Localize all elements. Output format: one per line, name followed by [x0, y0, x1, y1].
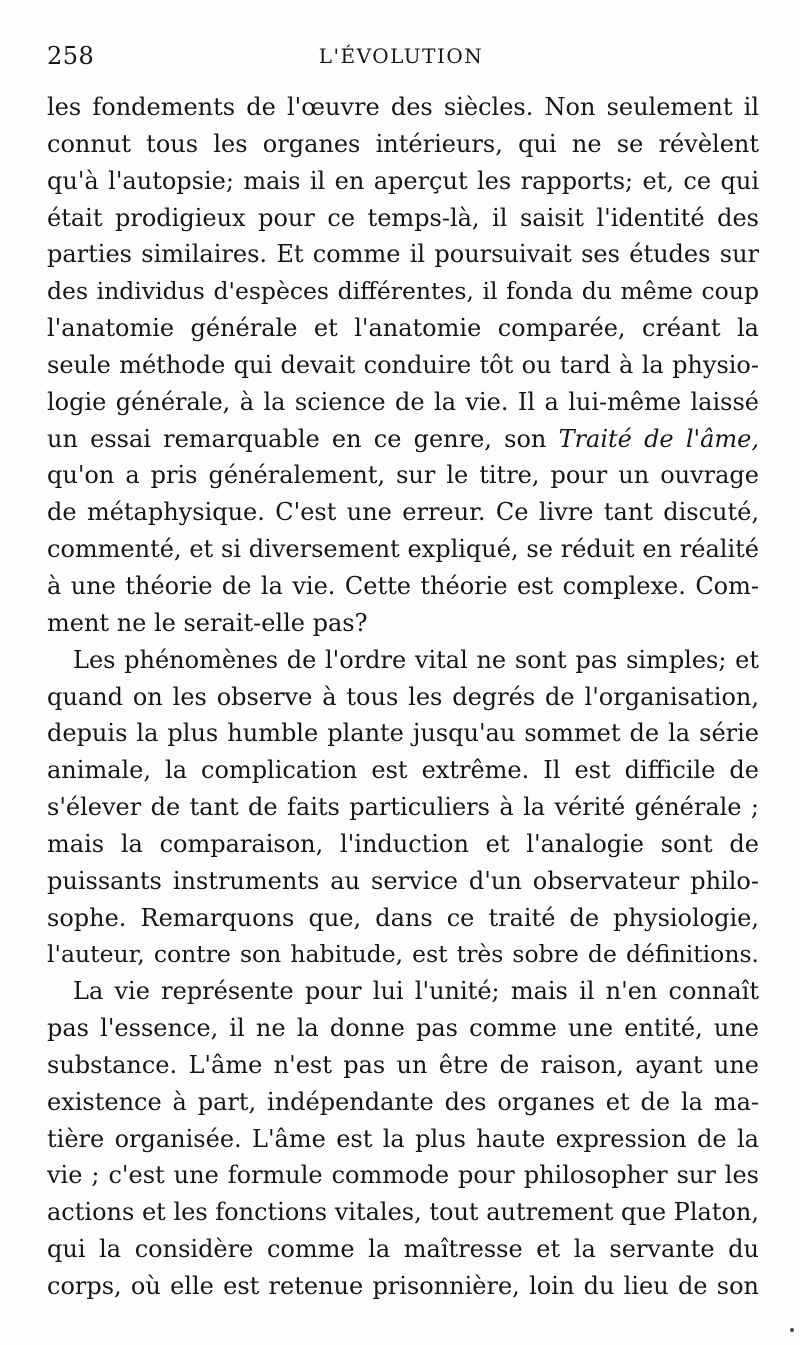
page-number: 258 [47, 42, 95, 70]
text-line: l'anatomie générale et l'anatomie comparée, créant la [47, 314, 759, 343]
text-line: des individus d'espèces différentes, il fonda du même coup [47, 277, 759, 306]
text-line: de métaphysique. C'est une erreur. Ce livre tant discuté, [47, 498, 759, 527]
text-line: connut tous les organes intérieurs, qui ne se révèlent [47, 129, 759, 158]
text-line: corps, où elle est retenue prisonnière, loin du lieu de son [47, 1272, 759, 1300]
text-line: sophe. Remarquons que, dans ce traité de physiologie, [47, 903, 759, 932]
text-line: seule méthode qui devait conduire tôt ou tard à la physio- [47, 350, 759, 379]
text-line: vie ; c'est une formule commode pour philosopher sur les [47, 1161, 759, 1190]
text-segment: un essai remarquable en ce genre, son [47, 424, 559, 453]
text-line: s'élever de tant de faits particuliers à la vérité générale ; [47, 793, 759, 822]
text-line: à une théorie de la vie. Cette théorie est complexe. Com- [47, 571, 759, 600]
text-line: logie générale, à la science de la vie. Il a lui-même laissé [47, 387, 759, 416]
text-line: ment ne le serait-elle pas? [47, 608, 368, 637]
text-line: tière organisée. L'âme est la plus haute expression de la [47, 1124, 759, 1153]
text-line: les fondements de l'œuvre des siècles. Non seulement il [47, 93, 759, 121]
book-title-italic: Traité de l'âme, [558, 424, 759, 453]
text-line-with-title [47, 421, 759, 458]
text-line: quand on les observe à tous les degrés de l'organisation, [47, 682, 759, 711]
paragraph-first-line: Les phénomènes de l'ordre vital ne sont pas simples; et [73, 645, 759, 674]
text-line: actions et les fonctions vitales, tout autrement que Platon, [47, 1198, 759, 1227]
text-line: animale, la complication est extrême. Il est difficile de [47, 756, 759, 785]
text-line: substance. L'âme n'est pas un être de raison, ayant une [47, 1050, 759, 1079]
text-line: pas l'essence, il ne la donne pas comme une entité, une [47, 1014, 759, 1043]
text-line: depuis la plus humble plante jusqu'au sommet de la série [47, 719, 759, 748]
text-line: qu'on a pris généralement, sur le titre, pour un ouvrage [47, 461, 759, 490]
body-text [47, 89, 759, 1305]
text-line: l'auteur, contre son habitude, est très sobre de définitions. [47, 940, 759, 969]
text-line: commenté, et si diversement expliqué, se réduit en réalité [47, 535, 759, 564]
running-title: L'ÉVOLUTION [318, 44, 484, 68]
text-line: puissants instruments au service d'un observateur philo- [47, 866, 759, 895]
text-line: parties similaires. Et comme il poursuivait ses études sur [47, 240, 759, 269]
paragraph-first-line: La vie représente pour lui l'unité; mais il n'en connaît [73, 977, 759, 1006]
print-speck [790, 1328, 794, 1332]
text-line: qu'à l'autopsie; mais il en aperçut les rapports; et, ce qui [47, 166, 759, 195]
text-line: était prodigieux pour ce temps-là, il saisit l'identité des [47, 203, 759, 232]
text-line: mais la comparaison, l'induction et l'analogie sont de [47, 829, 759, 858]
text-line: existence à part, indépendante des organes et de la ma- [47, 1087, 759, 1116]
text-line: qui la considère comme la maîtresse et la servante du [47, 1235, 759, 1264]
page-header [47, 38, 755, 74]
